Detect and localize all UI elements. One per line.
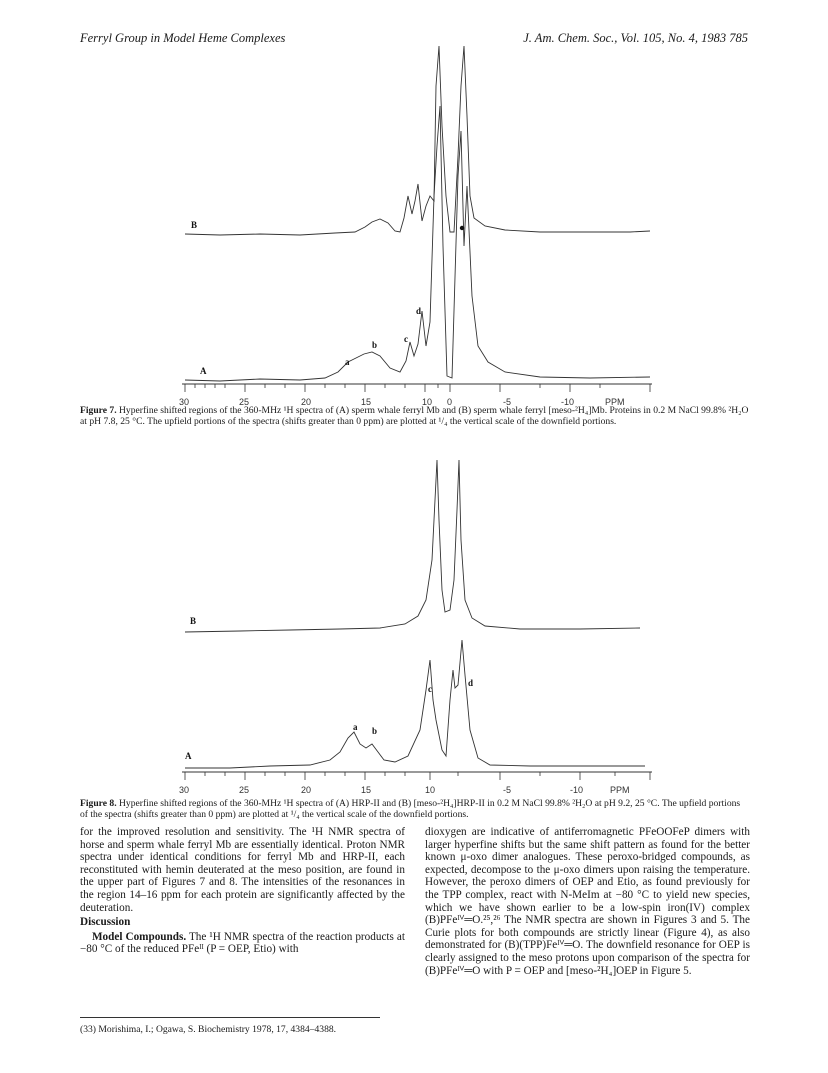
figure-8: [160, 460, 660, 800]
figure-8-peak-b: b: [372, 726, 378, 736]
figure-7-tick-20: 20: [301, 397, 312, 406]
right-column: [425, 826, 750, 977]
right-column-paragraph-1: dioxygen are indicative of antiferromagnetic PFeOOFeP dimers with larger hyperfine shifts but the same shift pattern as found for the better known μ-oxo dimer analogues. These peroxo-bridged compounds, as expected, decompose to the μ-oxo dimers upon raising the temperature. However, the peroxo dimers of OEP and Etio, as found previously for the TPP complex, react with N-MeIm at −80 °C to yield new species, which we have shown earlier to be a low-spin iron(IV) complex (B)PFeᴵⱽ═O.²⁵,²⁶ The NMR spectra are shown in Figures 3 and 5. The Curie plots for both compounds are strictly linear (Figure 4), as also demonstrated for (B)(TPP)Feᴵⱽ═O. The downfield resonance for OEP is clearly assigned to the meso protons upon comparison of the spectra for (B)PFeᴵⱽ═O with P = OEP and [meso-²H₄]OEP in Figure 5.: [425, 826, 750, 977]
figure-7-spectra: [160, 46, 660, 406]
figure-8-tick-minus10: -10: [570, 785, 584, 795]
figure-8-peak-a: a: [353, 722, 358, 732]
figure-8-caption-text: Hyperfine shifted regions of the 360-MHz ¹H spectra of (A) HRP-II and (B) [meso-²H₄]HRP-II in 0.2 M NaCl 99.8% ²H₂O at pH 9.2, 25 °C. The upfield portions of the spectra (shifts greater than 0 ppm) are plotted at ¹/₄ the vertical scale of the downfield portions.: [80, 798, 741, 820]
figure-8-label-b: B: [190, 616, 197, 626]
figure-7-peak-d: d: [416, 306, 422, 316]
figure-8-tick-20: 20: [301, 785, 312, 795]
figure-8-tick-25: 25: [239, 785, 250, 795]
figure-7-dot-marker: [460, 226, 464, 230]
figure-7-tick-minus10: -10: [561, 397, 575, 406]
figure-7-tick-10: 10: [422, 397, 433, 406]
figure-7-tick-30: 30: [179, 397, 190, 406]
figure-7-peak-c: c: [404, 334, 408, 344]
figure-7-peak-a: a: [345, 357, 350, 367]
figure-8-caption-label: Figure 8.: [80, 798, 117, 809]
figure-8-trace-b: [185, 460, 640, 632]
figure-8-tick-ppm: PPM: [610, 785, 630, 795]
figure-7: [160, 46, 660, 406]
figure-8-tick-10: 10: [425, 785, 436, 795]
figure-7-label-b: B: [191, 220, 198, 230]
figure-7-caption-label: Figure 7.: [80, 405, 117, 416]
left-column-paragraph-2: [80, 931, 405, 956]
figure-8-trace-a: [185, 640, 645, 768]
figure-7-tick-25: 25: [239, 397, 250, 406]
figure-8-label-a: A: [185, 751, 192, 761]
figure-7-tick-0: 0: [447, 397, 453, 406]
figure-7-tick-ppm: PPM: [605, 397, 625, 406]
figure-8-tick-15: 15: [361, 785, 372, 795]
figure-8-spectra: [160, 460, 660, 800]
figure-7-tick-minus5: -5: [503, 397, 512, 406]
figure-7-tick-15: 15: [361, 397, 372, 406]
figure-8-peak-c: c: [428, 684, 432, 694]
left-column-paragraph-2-text: The ¹H NMR spectra of the reaction products at −80 °C of the reduced PFeᴵᴵ (P = OEP, Etio) with: [80, 930, 405, 956]
figure-7-caption-text: Hyperfine shifted regions of the 360-MHz ¹H spectra of (A) sperm whale ferryl Mb and (B) sperm whale ferryl [meso-²H₄]Mb. Proteins in 0.2 M NaCl 99.8% ²H₂O at pH 7.8, 25 °C. The upfield portions of the spectra (shifts greater than 0 ppm) are plotted at ¹/₄ the vertical scale of the downfield portions.: [80, 405, 749, 427]
running-header-left: Ferryl Group in Model Heme Complexes: [80, 31, 286, 45]
section-heading-discussion: Discussion: [80, 916, 131, 929]
left-column-paragraph-1: for the improved resolution and sensitivity. The ¹H NMR spectra of horse and sperm whale ferryl Mb are essentially identical. Proton NMR spectra under identical conditions for ferryl Mb and HRP-II, each reconstituted with hemin deuterated at the meso position, are found in the upper part of Figures 7 and 8. The intensities of the resonances in the region 14–16 ppm for each protein are significantly affected by the deuteration.: [80, 826, 405, 914]
figure-8-tick-minus5: -5: [503, 785, 512, 795]
footnote-rule: [80, 1017, 380, 1018]
left-column: [80, 826, 405, 956]
footnote-33: (33) Morishima, I.; Ogawa, S. Biochemistry 1978, 17, 4384–4388.: [80, 1024, 337, 1035]
figure-7-caption: [80, 405, 750, 427]
figure-7-peak-b: b: [372, 340, 378, 350]
figure-7-trace-a: [185, 106, 650, 381]
running-header-right: J. Am. Chem. Soc., Vol. 105, No. 4, 1983 785: [523, 31, 748, 45]
figure-8-tick-30: 30: [179, 785, 190, 795]
figure-7-trace-b: [185, 46, 650, 235]
subsection-heading-model-compounds: Model Compounds.: [92, 930, 187, 943]
figure-7-label-a: A: [200, 366, 207, 376]
figure-8-caption: [80, 798, 750, 820]
figure-8-peak-d: d: [468, 678, 474, 688]
